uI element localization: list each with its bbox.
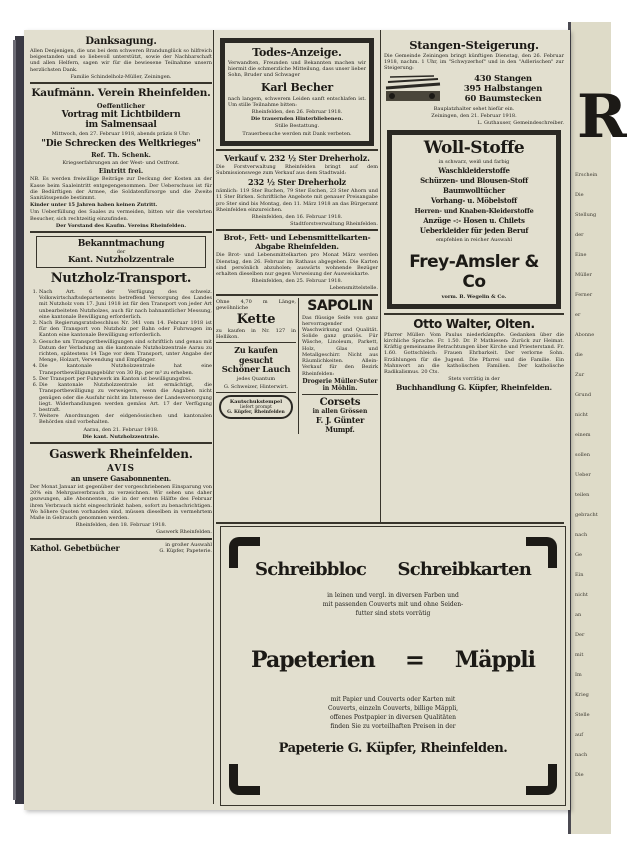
gaswerk-avis: AVIS (106, 463, 136, 474)
next-page-line: nach (575, 532, 588, 538)
nutzholz-item: 2. Nach Regierungsratsbeschluss Nr. 341 vom 14. Februar 1918 ist für den Transport von Nutzholz per Bahn oder Fuhrwagen im Kanton eine kantonale Bewilligung erforderlich. (39, 320, 212, 339)
kaufm-signature: Der Vorstand des Kaufm. Vereins Rheinfelden. (55, 222, 187, 229)
kaufm-topic: "Die Schrecken des Weltkrieges" (41, 139, 201, 150)
gaswerk-body: Der Monat Januar ist gegenüber der vorgeschriebenen Einsparung von 20% ein Mehrgasverbrauch zu verzeichnen. Wir sehen uns daher gezwungen, alle Abonnenten, die in der ersten Hälfte des Februar ihren Verbrauch nicht eingeschränkt haben, sofort zu benachrichtigen. Wo höhere Quoten vorhanden sind, müssen dieselben in vermehrtem Maße in Gebrauch genommen werden. (30, 483, 212, 521)
lauch-title: Schöner Lauch (221, 365, 291, 376)
next-page-line: Ge (575, 552, 582, 558)
corsets-title: Corsets (319, 396, 361, 408)
woll-sub: in schwarz, weiß und farbig (438, 159, 510, 166)
divider (384, 313, 564, 315)
gaswerk-sub: an unsere Gasabonnenten. (71, 473, 171, 483)
sapolin-signature: Drogerie Müller-Suter in Möhlin. (302, 377, 378, 392)
divider (30, 442, 212, 444)
woll-brand: Frey-Amsler & Co (409, 251, 539, 292)
corsets-place: Mumpf. (325, 424, 355, 434)
nutzholz-title: Nutzholz-Transport. (50, 271, 192, 287)
next-page-line: mit (575, 652, 584, 658)
nutzholz-date: Aarau, den 21. Februar 1918. (83, 426, 159, 433)
nutzholz-item: 7. Weitere Anordnungen der eidgenössischen und kantonalen Behörden sind vorbehalten. (39, 413, 212, 425)
kaufm-sub3: im Salmensaal (85, 120, 157, 131)
kette-body: zu kaufen in Nr. 127 in Hellikon. (216, 328, 296, 341)
next-page-line: Erschein (575, 172, 598, 178)
nutzholz-signature: Die kant. Nutzholzzentrale. (82, 433, 160, 440)
column-3 (384, 30, 564, 524)
column-rule (380, 30, 381, 524)
sapolin-title: SAPOLIN (307, 297, 373, 314)
next-page-line: nicht (575, 592, 588, 598)
danksagung-body: Allen Denjenigen, die uns bei dem schweren Brandunglück so hilfreich beigestanden und so liebevoll unterstützt, sowie der Nachbarschaft und allen Helfern, sagen wir für die bewiesene Teilnahme unsern herzlichsten Dank. (30, 48, 212, 73)
todes-body2: nach langem, schwerem Leiden sanft entschlafen ist. Um stille Teilnahme bitten: (228, 95, 366, 108)
next-page-line: Ueber (575, 472, 591, 478)
kette-title: Kette (236, 312, 276, 328)
papeterie-ad (220, 526, 566, 806)
sapolin-body: Das flüssige Seife von ganz hervorragender Waschwirkung und Qualität. Solide ganz graziös. Für Wäsche, Linoleum, Parkett, Holz, Glas und Metallgeschirr. Nicht aus Räumlichkeiten. Allein-Verkauf für den Bezirk Rheinfelden: (302, 314, 378, 377)
papeterie-eq-left: Papeterien (251, 646, 375, 673)
divider (30, 231, 212, 233)
kaufm-ref-note: Kriegserfahrungen an der West- und Ostfront. (62, 160, 180, 167)
column-rule (213, 30, 214, 804)
verkauf-body: Die Forstverwaltung Rheinfelden bringt auf dem Submissionswege zum Verkauf aus dem Stadtwald: (216, 163, 378, 177)
small-ads-right (299, 298, 378, 434)
woll-stoffe-ad (387, 130, 561, 309)
small-ads-row (216, 298, 378, 434)
woll-line: Waschkleiderstoffe (438, 166, 510, 176)
todes-signature: Die trauernden Hinterbliebenen. (250, 116, 344, 123)
kautschuk-stamp (219, 395, 293, 419)
kaufm-body: NB. Es werden freiwillige Beiträge zur Deckung der Kosten an der Kasse beim Saaleintritt entgegengenommen. Der Ueberschuss ist für die Bedürftigen der Armee, die Soldatenfürsorge und die Zweite Sanitätsspende bestimmt. (30, 176, 212, 202)
nutzholz-item: 6. Die kantonale Nutzholzzentrale ist ermächtigt, die Transportbewilligung zu verweigern, wenn die Angaben nicht genügen oder die Ausfuhr nicht im Interesse der Landesversorgung liegt. Widerhandlungen werden gemäss Art. 17 der Verfügung bestraft. (39, 382, 212, 413)
corsets-sub: in allen Grössen (312, 407, 368, 415)
next-page-big-letter: R (577, 82, 627, 152)
next-page-line: Abonne (575, 332, 595, 338)
divider (302, 394, 378, 395)
gaswerk-signature: Gaswerk Rheinfelden. (156, 529, 212, 536)
divider (216, 342, 296, 343)
woll-note: empfehlen in reicher Auswahl (435, 237, 513, 244)
nutzholz-list (30, 289, 212, 425)
todes-anzeige (220, 38, 374, 146)
papeterie-line1: in leinen und vergl. in diversen Farben und (327, 592, 459, 599)
next-page-line: er (575, 312, 581, 318)
papeterie-line5: Couverts, einzeln Couverts, billige Mäppli, (327, 705, 459, 712)
next-page-line: auf (575, 732, 584, 738)
stangen-items (442, 74, 564, 104)
kaufm-referent: Ref. Th. Schenk. (91, 151, 151, 160)
papeterie-line2: mit passenden Couverts mit und ohne Seiden- (322, 601, 464, 608)
next-page-line: sollen (575, 452, 590, 458)
todes-body: Verwandten, Freunden und Bekannten machen wir hiermit die schmerzliche Mitteilung, dass unser lieber Sohn, Bruder und Schwager (228, 60, 366, 79)
divider (216, 392, 296, 393)
log-pile-icon (384, 73, 442, 105)
verkauf-signature: Stadtforstverwaltung Rheinfelden. (290, 221, 378, 228)
kaufm-sub2: Vortrag mit Lichtbildern (61, 110, 181, 121)
kette-top: Ohne 4,70 m Länge, gewöhnliche (216, 298, 296, 311)
papeterie-head (255, 559, 531, 580)
divider (216, 229, 378, 231)
gaswerk-ad (30, 447, 212, 536)
bracket-ornament (526, 764, 557, 795)
lauch-body: jedes Quantum (236, 376, 276, 383)
next-page-line: einem (575, 432, 591, 438)
stangen-signature: L. Guthauser, Gemeindeschreiber. (477, 120, 564, 127)
kaufm-verein-ad (30, 87, 212, 229)
otto-note: Stets vorrätig in der (448, 376, 500, 383)
gaswerk-date: Rheinfelden, den 18. Februar 1918. (75, 522, 167, 529)
kaufm-title: Kaufmänn. Verein Rheinfelden. (31, 87, 211, 100)
verkauf-date: Rheinfelden, den 16. Februar 1918. (251, 214, 343, 221)
next-page-line: Müller (575, 272, 592, 278)
katholisch-right1: in großer Auswahl (165, 541, 212, 548)
woll-line: Schürzen- und Blousen-Stoff (420, 176, 528, 186)
next-page-line: Eine (575, 252, 587, 258)
brot-signature: Lebensmittelstelle. (329, 285, 378, 292)
column-1 (30, 30, 212, 804)
katholisch-ad (30, 542, 212, 554)
next-page-line: Ein (575, 572, 584, 578)
small-ads-left (216, 298, 299, 434)
woll-brand-sub: vorm. B. Wegelin & Co. (441, 293, 507, 300)
next-page-line: Der (575, 632, 585, 638)
next-page-line: Ferner (575, 292, 593, 298)
stangen-item: 430 Stangen (474, 73, 532, 84)
papeterie-text2 (261, 695, 525, 731)
column-2 (216, 30, 378, 524)
newspaper-page (24, 30, 570, 810)
verkauf-body2: nämlich: 119 Ster Buchen, 79 Ster Eschen, 23 Ster Ahorn und 11 Ster Birken. Schriftliche Angebote mit genauer Preisangabe pro Ster sind bis Montag, den 11. März 1918 an das Bürgeramt Rheinfelden einzureichen. (216, 188, 378, 213)
divider (216, 149, 378, 151)
kaufm-body2: Um Ueberfüllung des Saales zu vermeiden, bitten wir die verehrten Besucher, sich rechtzeitig einzufinden. (30, 209, 212, 222)
papeterie-line6: offenes Postpapier in diversen Qualitäten (330, 714, 456, 721)
verkauf-amount: 232 ½ Ster Dreherholz (247, 177, 347, 188)
todes-note1: Stille Bestattung. (274, 123, 320, 130)
stangen-items-row (384, 73, 564, 105)
todes-title: Todes-Anzeige. (252, 46, 342, 59)
next-page-edge (568, 22, 627, 834)
kaufm-kinder: Kinder unter 15 Jahren haben keinen Zutritt. (30, 202, 158, 209)
bracket-ornament (229, 764, 260, 795)
next-page-line: Im (575, 672, 582, 678)
papeterie-eq-sign: = (404, 645, 425, 674)
book-spine-edge (13, 40, 16, 800)
nutzholz-ad (30, 271, 212, 440)
next-page-line: der (575, 232, 584, 238)
woll-line: Baumwolltücher (443, 186, 505, 196)
divider (30, 82, 212, 84)
bekannt-sub2: Kant. Nutzholzzentrale (67, 255, 175, 266)
otto-walter-ad (384, 317, 564, 393)
next-page-line: Die (575, 192, 584, 198)
next-page-line: gebracht (575, 512, 598, 518)
kautschuk-line2: liefert prompt (240, 404, 272, 410)
bekannt-sub: der (116, 249, 126, 256)
woll-line: Herren- und Knaben-Kleiderstoffe (414, 207, 534, 216)
otto-body: Pfarrer Müller: Vom Paulus niederkämpfte. Gedanken über die kirchliche Sprache. Fr. 1.50. Dr. P. Mathiesen: Zurück zur Heimat. Kräftig gemeinsame Betrachtungen über Kirche und Priesterstand. Fr. 1.60. Gottschleich: Frauen Ehrbarkeit. Der verlorne Sohn. Erzählungen für die Jugend. Die Pfarrei und die Familie. Ein Mahnwort an die katholischen Familien. Der katholische Radikalismus. 20 Cts. (384, 331, 564, 376)
nutzholz-item: 4. Die kantonale Nutzholzzentrale hat eine Transportbewilligungsgebühr von 30 Rp. per m³ zu erheben. (39, 363, 212, 375)
katholisch-left: Kathol. Gebetbücher (30, 542, 120, 553)
stangen-ad (384, 38, 564, 126)
stangen-date: Zeiningen, den 21. Februar 1918. (431, 112, 517, 119)
papeterie-line3: futter sind stets vorrätig (355, 610, 431, 617)
woll-title: Woll-Stoffe (423, 138, 525, 159)
kaufm-date: Mittwoch, den 27. Februar 1918, abends präzis 8 Uhr: (51, 131, 191, 138)
danksagung-title: Danksagung. (85, 36, 157, 47)
stangen-note: Bauplatzhalter sehet hiefür ein. (433, 105, 515, 112)
lauch-signature: G. Schweizer, Hinterwirt. (223, 383, 289, 390)
papeterie-line4: mit Papier und Couverts oder Karten mit (330, 696, 456, 703)
woll-line: Anzüge -:- Hosen u. Chilets (423, 216, 525, 226)
next-page-line: Stellung (575, 212, 597, 218)
next-page-line: nicht (575, 412, 588, 418)
next-page-line: Stelle (575, 712, 590, 718)
nutzholz-item: 1. Nach Art. 6 der Verfügung des schweiz. Volkswirtschaftsdepartements betreffend Versorgung des Landes mit Nutzholz vom 17. Juni 1918 ist für den Transport von jeder Art unbearbeiteten Nutzholzes, auch für nach bahnamtlicher Messung, eine kantonale Bewilligung erforderlich. (39, 289, 212, 320)
brot-date: Rheinfelden, den 25. Februar 1918. (251, 278, 343, 285)
todes-note2: Trauerbesuche werden mit Dank verbeten. (242, 130, 352, 137)
danksagung-ad (30, 36, 212, 80)
todes-date: Rheinfelden, den 26. Februar 1918. (251, 109, 343, 116)
stangen-item: 60 Baumstecken (464, 93, 542, 104)
papeterie-eq-right: Mäppli (454, 646, 535, 673)
woll-line: Ueberkleider für jeden Beruf (419, 226, 529, 236)
nutzholz-item: 5. Der Transport per Fuhrwerk im Kanton ist bewilligungsfrei. (39, 376, 212, 382)
book-spine (15, 36, 24, 804)
next-page-line: die (575, 352, 583, 358)
divider (30, 538, 212, 540)
todes-name: Karl Becher (260, 80, 334, 94)
katholisch-right (159, 542, 212, 554)
papeterie-left-title: Schreibbloc (255, 559, 366, 580)
stangen-body: Die Gemeinde Zeiningen bringt künftigen Dienstag, den 26. Februar 1918, nachm. 1 Uhr, im "Schwyzerhof" und in den "Adlerischen" zur Steigerung: (384, 53, 564, 72)
stangen-title: Stangen-Steigerung. (409, 38, 539, 52)
bekannt-title: Bekanntmachung (77, 239, 165, 250)
kautschuk-line1: Kautschukstempel (229, 398, 283, 405)
brot-body: Die Brot- und Lebensmittelkarten pro Monat März werden Dienstag, den 26. Februar im Rathaus abgegeben. Die Karten sind persönlich abzuholen; auswärts wohnende Bezüger erhalten dieselben nur gegen Vorweisung der Ausweiskarte. (216, 252, 378, 278)
brot-ad (216, 233, 378, 291)
otto-signature: Buchhandlung G. Küpfer, Rheinfelden. (396, 383, 552, 393)
corsets-name: F. J. Günter (315, 414, 365, 425)
next-page-line: Zur (575, 372, 585, 378)
next-page-line: nach (575, 752, 588, 758)
danksagung-signature: Familie Schindelholz-Müller, Zeiningen. (70, 73, 172, 80)
kaufm-eintritt: Eintritt frei. (98, 167, 144, 176)
papeterie-signature: Papeterie G. Küpfer, Rheinfelden. (278, 741, 508, 756)
gaswerk-title: Gaswerk Rheinfelden. (49, 446, 193, 461)
papeterie-text1 (261, 591, 525, 618)
next-page-line: Grund (575, 392, 592, 398)
lauch-pre: Zu kaufen gesucht (234, 345, 278, 366)
nutzholz-item: 3. Gesuche um Transportbewilligungen sind schriftlich und genau mit Datum der Verladung an die kantonale Nutzholzzentrale Aarau zu richten, spätestens 14 Tage vor dem Transport, unter Angabe der Menge, Holzart, Verwendung und Empfänger. (39, 339, 212, 364)
papeterie-line7: finden Sie zu vorteilhaften Preisen in der (330, 723, 456, 730)
next-page-line: teilen (575, 492, 590, 498)
papeterie-equation (251, 645, 535, 674)
brot-title: Brot-, Fett- und Lebensmittelkarten-Abgabe Rheinfelden. (223, 233, 371, 252)
stangen-item: 395 Halbstangen (463, 83, 543, 94)
verkauf-title: Verkauf v. 232 ½ Ster Dreherholz. (224, 152, 370, 163)
papeterie-right-title: Schreibkarten (397, 559, 531, 580)
katholisch-right2: G. Küpfer, Papeterie. (159, 547, 212, 554)
kautschuk-line3: G. Küpfer, Rheinfelden (227, 409, 285, 415)
kaufm-sub1: Oeffentlicher (96, 102, 146, 111)
otto-title: Otto Walter, Olten. (413, 316, 535, 331)
divider (216, 294, 378, 296)
verkauf-ad (216, 153, 378, 228)
woll-line: Vorhang- u. Möbelstoff (431, 196, 517, 206)
next-page-line: Die (575, 772, 584, 778)
next-page-line: Krieg (575, 692, 589, 698)
bekanntmachung-box (36, 236, 206, 268)
next-page-line: an (575, 612, 582, 618)
divider (216, 522, 564, 524)
